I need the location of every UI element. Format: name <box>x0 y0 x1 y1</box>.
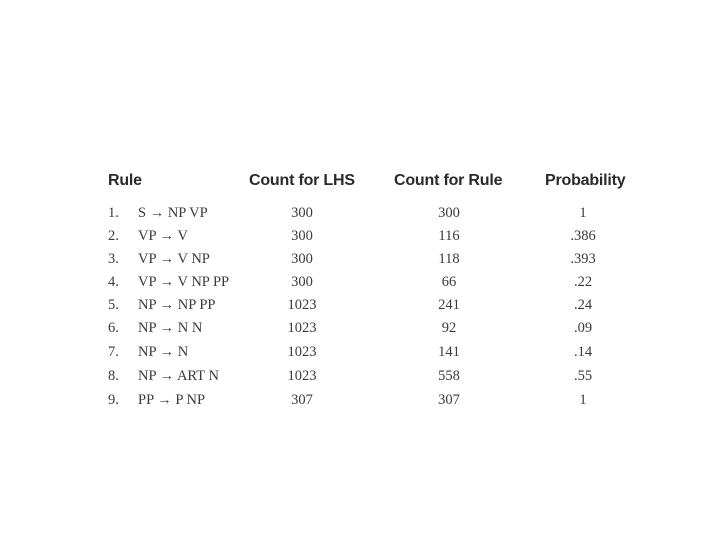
header-count-lhs: Count for LHS <box>249 172 355 189</box>
row-number: 5. <box>108 297 119 313</box>
row-rule: PP → P NP <box>138 392 206 408</box>
row-probability: .14 <box>573 344 593 360</box>
row-probability: 1 <box>579 392 587 408</box>
table-row <box>0 251 720 274</box>
row-number: 9. <box>108 392 119 408</box>
row-count-rule: 300 <box>438 205 460 221</box>
row-probability: .24 <box>573 297 593 313</box>
header-probability: Probability <box>545 172 626 189</box>
row-count-rule: 118 <box>438 251 460 267</box>
row-rule: VP → V NP <box>138 251 210 267</box>
row-number: 1. <box>108 205 119 221</box>
row-count-lhs: 300 <box>291 274 313 290</box>
table-row <box>0 320 720 343</box>
row-probability: .393 <box>570 251 596 267</box>
row-rule: NP → N <box>138 344 189 360</box>
table-row <box>0 274 720 297</box>
row-count-lhs: 300 <box>291 205 313 221</box>
header-rule: Rule <box>108 172 142 189</box>
row-count-lhs: 1023 <box>287 344 317 360</box>
row-number: 7. <box>108 344 119 360</box>
row-rule: NP → N N <box>138 320 203 336</box>
row-count-rule: 116 <box>438 228 460 244</box>
row-count-rule: 307 <box>438 392 460 408</box>
row-number: 6. <box>108 320 119 336</box>
row-number: 2. <box>108 228 119 244</box>
table-row <box>0 205 720 228</box>
row-count-rule: 558 <box>438 368 460 384</box>
row-probability: 1 <box>579 205 587 221</box>
row-count-lhs: 307 <box>291 392 313 408</box>
row-rule: NP → NP PP <box>138 297 216 313</box>
row-probability: .386 <box>570 228 596 244</box>
row-count-rule: 141 <box>438 344 460 360</box>
row-probability: .55 <box>573 368 593 384</box>
table-row <box>0 392 720 415</box>
row-rule: S → NP VP <box>138 205 208 221</box>
header-count-rule: Count for Rule <box>394 172 503 189</box>
row-number: 3. <box>108 251 119 267</box>
table-row <box>0 344 720 367</box>
table-row <box>0 228 720 251</box>
row-number: 4. <box>108 274 119 290</box>
table-row <box>0 368 720 391</box>
row-count-lhs: 300 <box>291 251 313 267</box>
row-count-rule: 66 <box>441 274 457 290</box>
row-number: 8. <box>108 368 119 384</box>
row-count-rule: 241 <box>438 297 460 313</box>
row-count-rule: 92 <box>441 320 457 336</box>
row-count-lhs: 1023 <box>287 368 317 384</box>
row-count-lhs: 1023 <box>287 320 317 336</box>
row-count-lhs: 300 <box>291 228 313 244</box>
table-row <box>0 297 720 320</box>
row-rule: VP → V <box>138 228 188 244</box>
row-count-lhs: 1023 <box>287 297 317 313</box>
row-rule: VP → V NP PP <box>138 274 230 290</box>
row-probability: .09 <box>573 320 593 336</box>
row-rule: NP → ART N <box>138 368 219 384</box>
row-probability: .22 <box>573 274 593 290</box>
